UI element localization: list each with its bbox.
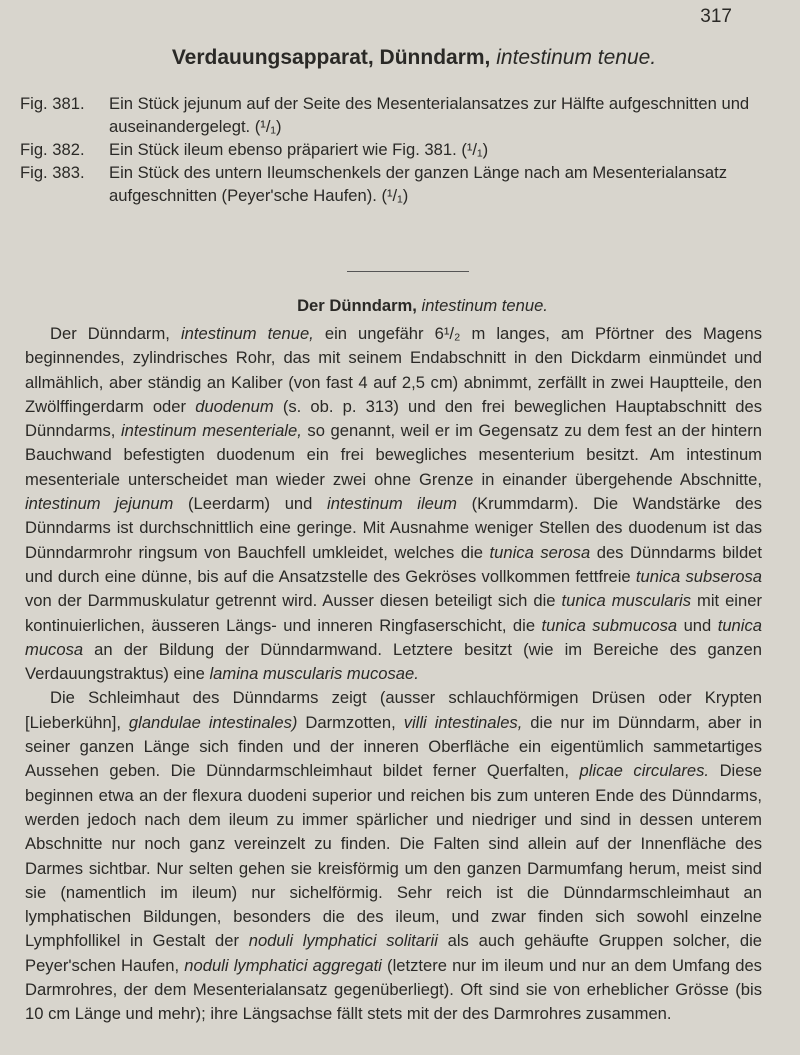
page-heading: [0, 46, 800, 70]
divider-rule: [347, 271, 469, 272]
text-run: Der Dünndarm,: [50, 324, 181, 343]
latin-term: tunica serosa: [489, 542, 591, 562]
text-run: ein ungefähr 6¹/₂ m langes, am Pförtner des Magens beginnendes, zylindrisches Rohr, das mit seinem Endabschnitt in den Dickdarm einmündet und allmählich, aber ständig an Kaliber (von fast 4 auf 2,5 cm) abnimmt, zerfällt in zwei Hauptteile, den Zwölffingerdarm oder: [25, 324, 762, 416]
latin-term: intestinum ileum: [327, 494, 457, 514]
latin-term: plicae circulares.: [579, 761, 710, 781]
figure-label: Fig. 383.: [20, 163, 85, 182]
figure-caption: [20, 92, 762, 138]
text-run: (Leerdarm) und: [173, 494, 328, 514]
latin-term: intestinum jejunum: [25, 494, 174, 514]
latin-term: lamina muscularis mucosae.: [209, 664, 419, 684]
heading-latin: intestinum tenue.: [496, 46, 657, 69]
text-run: als auch gehäufte Gruppen solcher, die Peyer'schen Haufen,: [25, 931, 762, 975]
text-run: Darmzotten,: [297, 712, 404, 732]
figure-caption: [20, 138, 762, 161]
text-run: (s. ob. p. 313) und den frei beweglichen Hauptabschnitt des Dünndarms,: [25, 396, 763, 441]
figure-text: Ein Stück ileum ebenso präpariert wie Fig. 381. (¹/₁): [109, 140, 489, 159]
latin-term: tunica muscularis: [561, 591, 692, 611]
page-number: 317: [700, 6, 732, 27]
latin-term: tunica submucosa: [541, 615, 678, 635]
paragraph-1: [25, 322, 762, 686]
text-run: mit einer kontinuierlichen, äusseren Längs- und inneren Ringfaserschicht, die: [25, 591, 762, 635]
text-run: die nur im Dünndarm, aber in seiner ganzen Länge sich finden und der inneren Oberfläche ein eigentümlich sammetartiges Aussehen geben. Die Dünndarmschleimhaut bildet ferner Querfalten,: [25, 712, 762, 781]
text-run: Diese beginnen etwa an der flexura duodeni superior und reichen bis zum unteren Ende des Dünndarms, werden jedoch nach dem ileum zu immer spärlicher und niedriger und sind in dessen unterem Abschnitte nur noch ganz vereinzelt zu finden. Die Falten sind allein auf der Innenfläche des Darmes sichtbar. Nur selten gehen sie kreisförmig um den ganzen Darmumfang herum, meist sind sie (namentlich im ileum) nur sichelförmig. Sehr reich ist die Dünndarmschleimhaut an lymphatischen Bildungen, besonders die des ileum, und zwar finden sich sowohl einzelne Lymphfollikel in Gestalt der: [25, 761, 762, 951]
figure-label: Fig. 381.: [20, 94, 85, 113]
body-text: [25, 322, 762, 1027]
figure-caption: [20, 161, 762, 207]
text-run: Die Schleimhaut des Dünndarms zeigt (ausser schlauchförmigen Drüsen oder Krypten [Lieberkühn],: [25, 688, 762, 732]
latin-term: intestinum tenue,: [180, 324, 314, 343]
latin-term: duodenum: [195, 396, 274, 416]
text-run: (letztere nur im ileum und nur an dem Umfang des Darmrohres, der dem Mesenterialansatz gegenüberliegt). Oft sind sie von erheblicher Grösse (bis 10 cm Länge und mehr); ihre Längsachse fällt stets mit der des Darmrohres zusammen.: [25, 955, 762, 1024]
text-run: von der Darmmuskulatur getrennt wird. Ausser diesen beteiligt sich die: [25, 591, 562, 611]
text-run: (Krummdarm). Die Wandstärke des Dünndarms ist durchschnittlich eine geringe. Mit Ausnahme weniger Stellen des duodenum ist das Dünndarmrohr ringsum von Bauchfell umkleidet, welches die: [25, 494, 762, 562]
latin-term: noduli lymphatici solitarii: [248, 931, 438, 951]
text-run: so genannt, weil er im Gegensatz zu dem fest an der hintern Bauchwand befestigten duodenum ein frei bewegliches mesenterium besitzt. Am intestinum mesenteriale unterscheidet man wieder zwei ohne Grenze in einander übergehende Abschnitte,: [25, 421, 762, 489]
figure-label: Fig. 382.: [20, 140, 85, 159]
section-heading-latin: intestinum tenue.: [421, 296, 548, 315]
text-run: an der Bildung der Dünndarmwand. Letztere besitzt (wie im Bereiche des ganzen Verdauungstraktus) eine: [25, 639, 762, 684]
figure-text: Ein Stück jejunum auf der Seite des Mesenterialansatzes zur Hälfte aufgeschnitten und auseinandergelegt. (¹/₁): [109, 94, 750, 136]
paragraph-2: [25, 686, 762, 1026]
section-heading: [0, 296, 800, 316]
heading-main: Verdauungsapparat, Dünndarm,: [171, 46, 491, 69]
latin-term: intestinum mesenteriale,: [120, 421, 302, 441]
latin-term: glandulae intestinales): [128, 712, 298, 732]
latin-term: tunica subserosa: [635, 566, 763, 586]
section-heading-main: Der Dünndarm,: [297, 296, 417, 315]
text-run: des Dünndarms bildet und durch eine dünne, bis auf die Ansatzstelle des Gekröses vollkommen fettfreie: [25, 542, 763, 586]
latin-term: tunica mucosa: [25, 615, 762, 659]
figure-text: Ein Stück des untern Ileumschenkels der ganzen Länge nach am Mesenterialansatz aufgeschnitten (Peyer'sche Haufen). (¹/₁): [109, 163, 728, 205]
latin-term: noduli lymphatici aggregati: [184, 955, 382, 975]
latin-term: villi intestinales,: [403, 712, 523, 732]
text-run: und: [677, 615, 718, 635]
figure-captions: [20, 92, 762, 207]
